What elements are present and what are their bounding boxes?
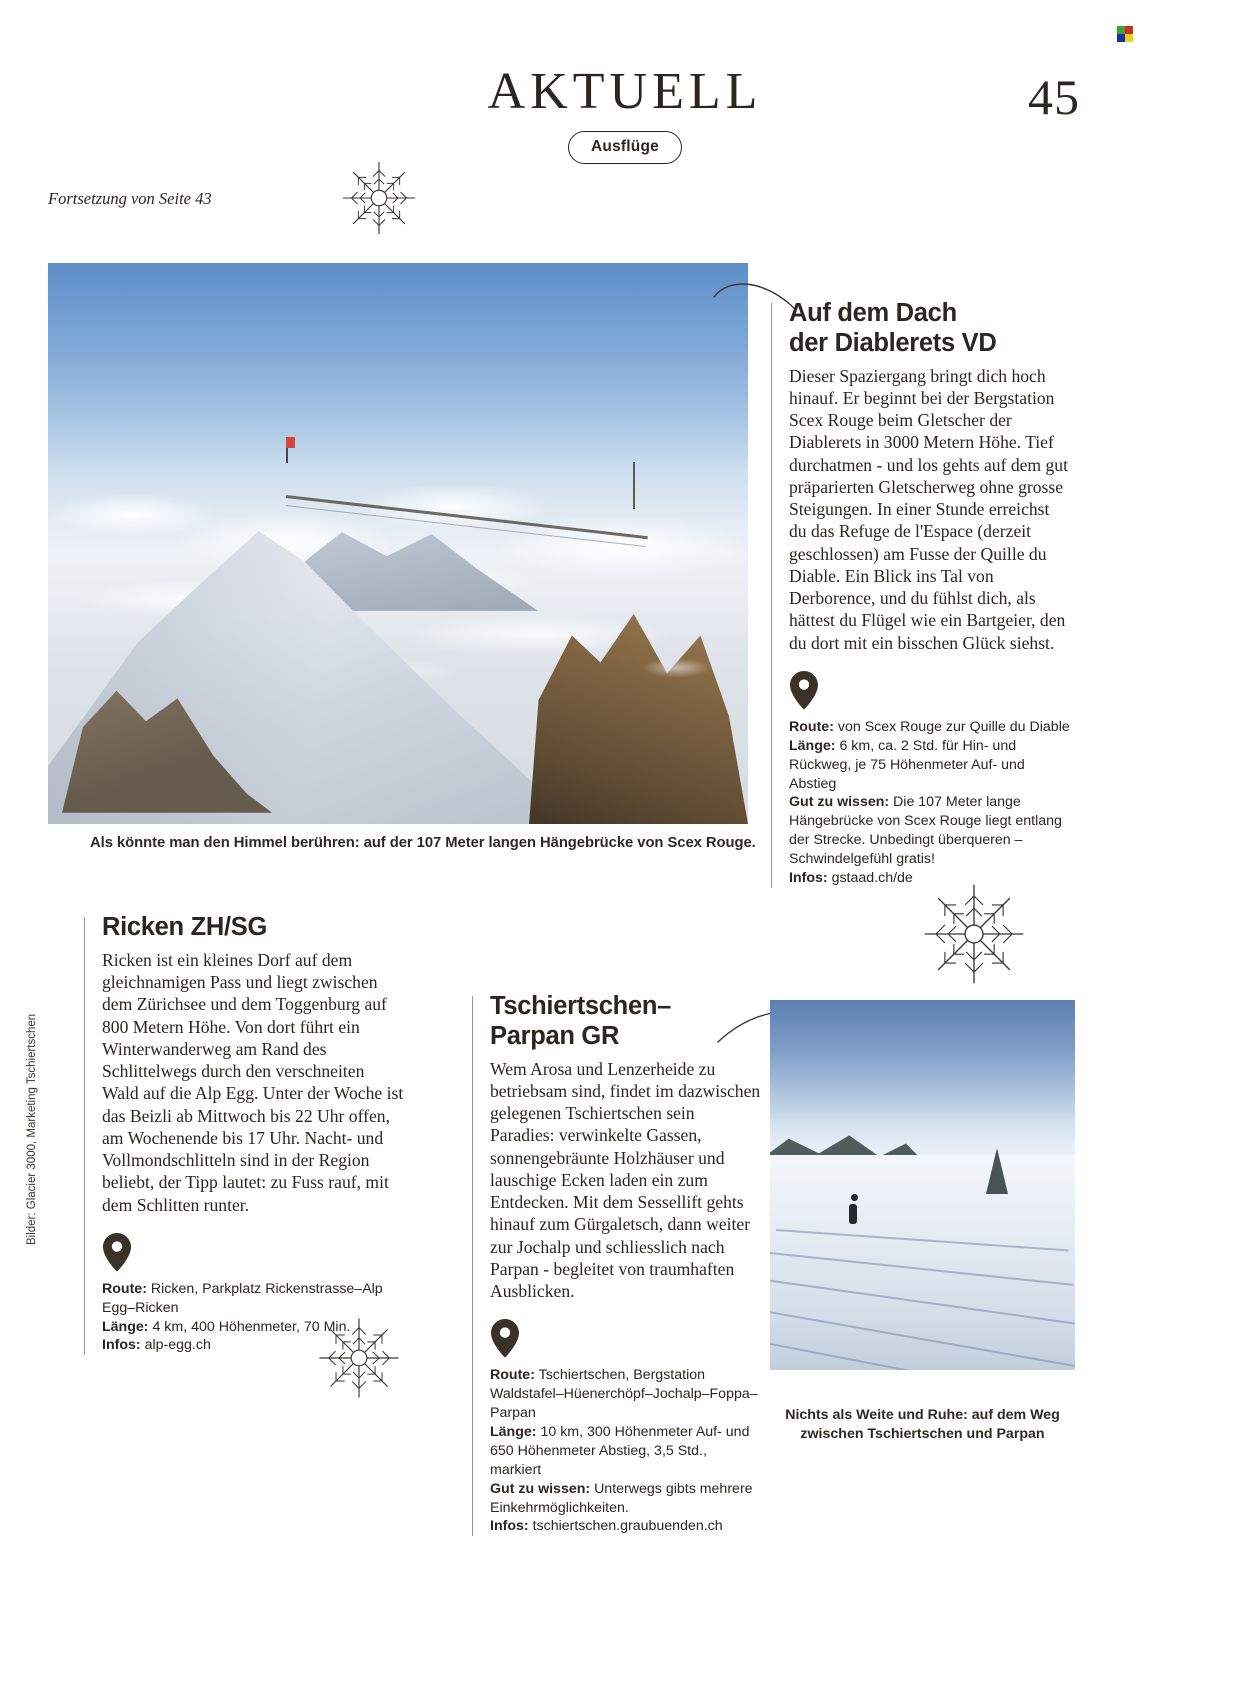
info-value: 10 km, 300 Höhenmeter Auf- und 650 Höhenmeter Abstieg, 3,5 Std., markiert xyxy=(490,1424,750,1478)
info-label: Länge: xyxy=(490,1424,537,1441)
info-value[interactable]: gstaad.ch/de xyxy=(831,869,913,886)
info-row xyxy=(490,1423,762,1480)
info-label: Infos: xyxy=(789,869,828,886)
info-label: Gut zu wissen: xyxy=(789,794,890,811)
info-row xyxy=(102,1280,404,1318)
page-title: AKTUELL xyxy=(487,63,763,120)
skier-figure xyxy=(849,1204,857,1224)
section-badge: Ausflüge xyxy=(568,131,682,164)
article-title xyxy=(789,299,1071,359)
article-ricken xyxy=(84,913,404,1355)
snowflake-icon-top xyxy=(336,155,422,241)
info-row xyxy=(789,793,1071,869)
article-title-line1: Tschiertschen– xyxy=(490,992,671,1020)
info-value[interactable]: tschiertschen.graubuenden.ch xyxy=(532,1518,723,1535)
article-body: Ricken ist ein kleines Dorf auf dem gleichnamigen Pass und liegt zwischen dem Zürichsee und dem Toggenburg auf 800 Metern Höhe. Von dort führt ein Winterwanderweg am Rand des Schlittelwegs durch den verschneiten Wald auf die Alp Egg. Unter der Woche ist das Beizli ab Mittwoch bis 22 Uhr offen, am Wochenende bis 17 Uhr. Nacht- und Vollmondschlitteln sind in der Region beliebt, der Tipp lautet: zu Fuss rauf, mit dem Schlitten runter. xyxy=(102,949,404,1215)
lone-tree xyxy=(986,1148,1008,1194)
tschiertschen-caption: Nichts als Weite und Ruhe: auf dem Weg zwischen Tschiertschen und Parpan xyxy=(785,1407,1060,1442)
map-pin-icon xyxy=(102,1232,132,1272)
info-label: Gut zu wissen: xyxy=(490,1480,591,1497)
snowflake-icon-middle xyxy=(918,878,1030,990)
info-row xyxy=(789,718,1071,737)
info-value: Ricken, Parkplatz Rickenstrasse–Alp Egg–Ricken xyxy=(102,1280,383,1316)
reg-swatch-yellow xyxy=(1125,34,1133,42)
reg-swatch-blue xyxy=(1117,34,1125,42)
article-title-line2: der Diablerets VD xyxy=(789,328,997,357)
info-row xyxy=(789,737,1071,794)
page-number: 45 xyxy=(1028,69,1080,125)
info-label: Infos: xyxy=(490,1518,529,1535)
info-row xyxy=(490,1366,762,1423)
info-block xyxy=(102,1280,404,1356)
bridge-deck xyxy=(286,495,648,539)
info-value: von Scex Rouge zur Quille du Diable xyxy=(837,718,1070,735)
info-label: Route: xyxy=(789,718,834,735)
info-row xyxy=(490,1480,762,1518)
info-label: Route: xyxy=(102,1280,147,1297)
info-row xyxy=(789,869,1071,888)
info-value: Die 107 Meter lange Hängebrücke von Scex Rouge liegt entlang der Strecke. Unbedingt überqueren – Schwindelgefühl gratis! xyxy=(789,794,1062,868)
reg-swatch-green xyxy=(1117,26,1125,34)
suspension-bridge xyxy=(286,487,650,577)
summit-flag xyxy=(286,437,295,448)
info-label: Länge: xyxy=(102,1318,149,1335)
hero-photo xyxy=(48,263,748,824)
image-credit: Bilder: Glacier 3000, Marketing Tschiertschen xyxy=(26,1013,38,1245)
info-row xyxy=(102,1336,404,1355)
info-block xyxy=(490,1366,762,1536)
tschiertschen-image xyxy=(770,1000,1075,1370)
info-label: Route: xyxy=(490,1367,535,1384)
hero-image xyxy=(48,263,748,824)
skier-head xyxy=(851,1194,858,1201)
info-block xyxy=(789,718,1071,888)
article-body: Dieser Spaziergang bringt dich hoch hinauf. Er beginnt bei der Bergstation Scex Rouge beim Gletscher der Diablerets in 3000 Metern Höhe. Tief durchatmen - und los gehts auf dem gut präparierten Gletscherweg ohne grosse Steigungen. In einer Stunde erreichst du das Refuge de l'Espace (derzeit geschlossen) am Fusse der Quille du Diable. Ein Blick ins Tal von Derborence, und du fühlst dich, als hättest du Flügel wie ein Bartgeier, den du dort mit ein bisschen Glück siehst. xyxy=(789,365,1068,653)
info-value: Unterwegs gibts mehrere Einkehrmöglichkeiten. xyxy=(490,1480,753,1516)
column-rule xyxy=(771,303,772,888)
column-rule xyxy=(472,996,473,1536)
map-pin-icon xyxy=(789,670,819,710)
article-body: Wem Arosa und Lenzerheide zu betriebsam sind, findet im dazwischen gelegenen Tschiertschen sein Paradies: verwinkelte Gassen, sonnengebräunte Holzhäuser und lauschige Ecken laden ein zum Entdecken. Mit dem Sessellift gehts hinauf zum Gürgaletsch, dann weiter zur Jochalp und schliesslich nach Parpan - begleitet von traumhaften Ausblicken. xyxy=(490,1058,761,1302)
continuation-note: Fortsetzung von Seite 43 xyxy=(48,189,212,208)
article-diablerets xyxy=(771,299,1071,888)
info-row xyxy=(102,1318,404,1337)
info-value: Tschiertschen, Bergstation Waldstafel–Hüenerchöpf–Jochalp–Foppa–Parpan xyxy=(490,1367,758,1422)
bridge-mast xyxy=(633,462,635,509)
info-value[interactable]: alp-egg.ch xyxy=(144,1337,211,1354)
article-title xyxy=(490,992,762,1052)
info-value: 4 km, 400 Höhenmeter, 70 Min. xyxy=(152,1318,351,1335)
tschiertschen-photo xyxy=(770,1000,1075,1370)
info-label: Infos: xyxy=(102,1337,141,1354)
info-row xyxy=(490,1517,762,1536)
column-rule xyxy=(84,917,85,1355)
map-pin-icon xyxy=(490,1318,520,1358)
info-label: Länge: xyxy=(789,737,836,754)
article-title: Ricken ZH/SG xyxy=(102,913,268,941)
hero-caption: Als könnte man den Himmel berühren: auf der 107 Meter langen Hängebrücke von Scex Rouge. xyxy=(90,835,756,851)
info-value: 6 km, ca. 2 Std. für Hin- und Rückweg, je 75 Höhenmeter Auf- und Abstieg xyxy=(789,737,1025,792)
article-title-line2: Parpan GR xyxy=(490,1021,620,1050)
cmyk-registration-mark xyxy=(1117,26,1133,42)
article-tschiertschen xyxy=(472,992,762,1536)
reg-swatch-red xyxy=(1125,26,1133,34)
article-title-line1: Auf dem Dach xyxy=(789,299,957,327)
